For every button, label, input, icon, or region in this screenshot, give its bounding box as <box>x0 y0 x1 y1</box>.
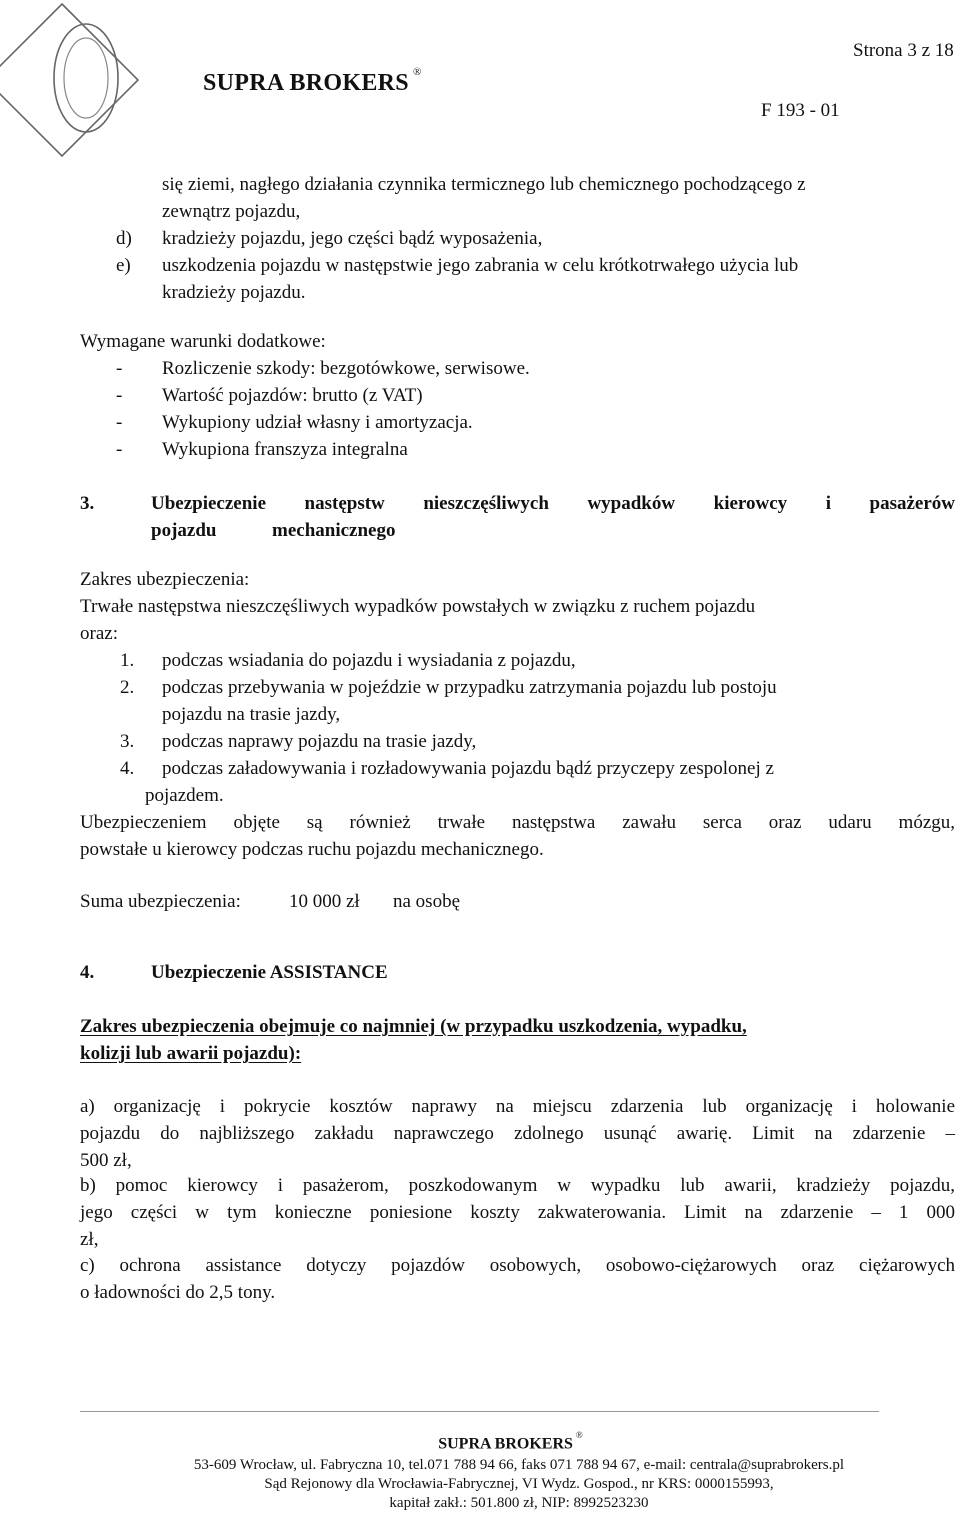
form-code: F 193 - 01 <box>761 100 840 121</box>
list-item: kradzieży pojazdu. <box>162 282 306 303</box>
footer-brand: SUPRA BROKERS® <box>438 1430 583 1453</box>
paragraph-line: zł, <box>80 1229 99 1250</box>
list-marker: d) <box>116 228 132 249</box>
list-item: pojazdem. <box>145 785 224 806</box>
continuation-line: zewnątrz pojazdu, <box>162 201 301 222</box>
list-item: podczas załadowywania i rozładowywania pojazdu bądź przyczepy zespolonej z <box>162 758 774 779</box>
header-brand: SUPRA BROKERS ® <box>203 66 422 96</box>
condition-item: Rozliczenie szkody: bezgotówkowe, serwisowe. <box>162 358 530 379</box>
footer-court: Sąd Rejonowy dla Wrocławia-Fabrycznej, VI Wydz. Gospod., nr KRS: 0000155993, <box>264 1476 774 1492</box>
section-title: Ubezpieczenie następstw nieszczęśliwych wypadków kierowcy i pasażerów <box>151 493 955 514</box>
paragraph-line: o ładowności do 2,5 tony. <box>80 1282 276 1303</box>
footer-divider <box>80 1411 879 1412</box>
paragraph-line: c) ochrona assistance dotyczy pojazdów osobowych, osobowo-ciężarowych oraz ciężarowych <box>80 1255 955 1276</box>
list-item: pojazdu na trasie jazdy, <box>162 704 341 725</box>
continuation-line: się ziemi, nagłego działania czynnika termicznego lub chemicznego pochodzącego z <box>162 174 806 195</box>
scope-heading: kolizji lub awarii pojazdu): <box>80 1043 302 1064</box>
list-number: 3. <box>120 731 135 752</box>
list-item: kradzieży pojazdu, jego części bądź wyposażenia, <box>162 228 543 249</box>
list-number: 1. <box>120 650 135 671</box>
paragraph-line: Trwałe następstwa nieszczęśliwych wypadków powstałych w związku z ruchem pojazdu <box>80 596 756 617</box>
paragraph-line: b) pomoc kierowcy i pasażerom, poszkodowanym w wypadku lub awarii, kradzieży pojazdu, <box>80 1175 955 1196</box>
sum-label: Suma ubezpieczenia: <box>80 891 241 912</box>
paragraph-line: pojazdu do najbliższego zakładu naprawczego zdolnego usunąć awarię. Limit na zdarzenie – <box>80 1123 955 1144</box>
dash: - <box>116 358 123 379</box>
paragraph-line: powstałe u kierowcy podczas ruchu pojazdu mechanicznego. <box>80 839 544 860</box>
page-number: Strona 3 z 18 <box>853 40 954 61</box>
dash: - <box>116 439 123 460</box>
paragraph-line: 500 zł, <box>80 1150 132 1171</box>
list-marker: e) <box>116 255 131 276</box>
paragraph-line: a) organizację i pokrycie kosztów naprawy na miejscu zdarzenia lub organizację i holowanie <box>80 1096 955 1117</box>
sum-unit: na osobę <box>393 891 461 912</box>
condition-item: Wykupiony udział własny i amortyzacja. <box>162 412 473 433</box>
section-title: Ubezpieczenie ASSISTANCE <box>151 962 388 983</box>
footer-capital: kapitał zakł.: 501.800 zł, NIP: 8992523230 <box>389 1495 649 1511</box>
list-item: podczas wsiadania do pojazdu i wysiadania z pojazdu, <box>162 650 576 671</box>
section-title: pojazdu <box>151 520 217 541</box>
footer-address: 53-609 Wrocław, ul. Fabryczna 10, tel.071 788 94 66, faks 071 788 94 67, e-mail: centrala@suprabrokers.pl <box>193 1457 845 1473</box>
condition-item: Wartość pojazdów: brutto (z VAT) <box>162 385 423 406</box>
list-number: 4. <box>120 758 135 779</box>
conditions-heading: Wymagane warunki dodatkowe: <box>80 331 326 352</box>
paragraph-line: oraz: <box>80 623 118 644</box>
sum-value: 10 000 zł <box>289 891 360 912</box>
list-item: uszkodzenia pojazdu w następstwie jego zabrania w celu krótkotrwałego użycia lub <box>162 255 799 276</box>
dash: - <box>116 412 123 433</box>
condition-item: Wykupiona franszyza integralna <box>162 439 408 460</box>
section-number: 3. <box>80 493 95 514</box>
scope-label: Zakres ubezpieczenia: <box>80 569 250 590</box>
paragraph-line: Ubezpieczeniem objęte są również trwałe następstwa zawału serca oraz udaru mózgu, <box>80 812 955 833</box>
section-title: mechanicznego <box>272 520 396 541</box>
dash: - <box>116 385 123 406</box>
paragraph-line: jego części w tym konieczne poniesione koszty zakwaterowania. Limit na zdarzenie – 1 000 <box>80 1202 955 1223</box>
scope-heading: Zakres ubezpieczenia obejmuje co najmniej (w przypadku uszkodzenia, wypadku, <box>80 1016 747 1037</box>
section-number: 4. <box>80 962 95 983</box>
company-logo <box>0 0 190 160</box>
list-item: podczas naprawy pojazdu na trasie jazdy, <box>162 731 477 752</box>
list-item: podczas przebywania w pojeździe w przypadku zatrzymania pojazdu lub postoju <box>162 677 777 698</box>
list-number: 2. <box>120 677 135 698</box>
